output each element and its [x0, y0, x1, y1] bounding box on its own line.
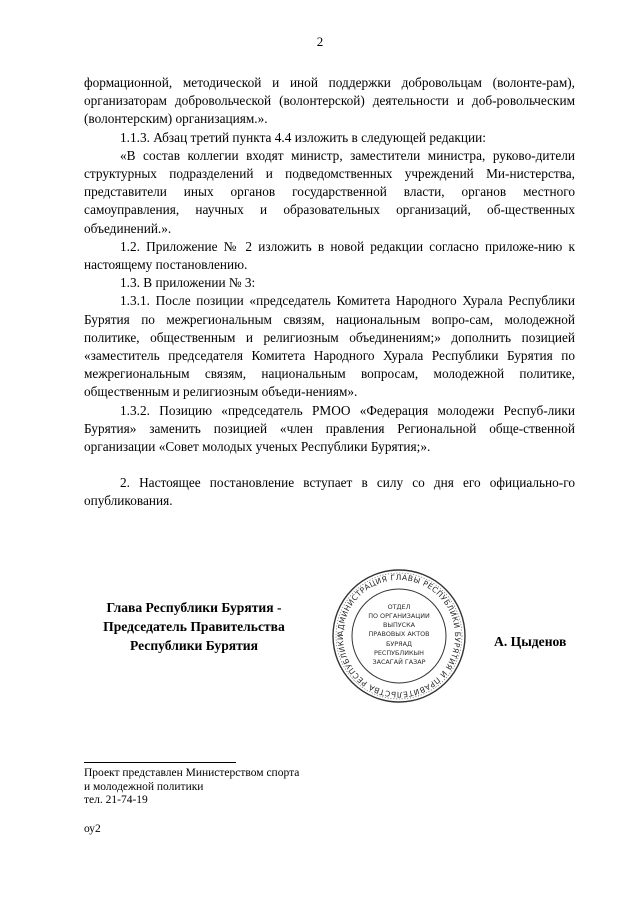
paragraph: 1.3. В приложении № 3: [120, 275, 256, 291]
footnote-line: и молодежной политики [84, 780, 204, 793]
paragraph: 1.3.2. Позицию «председатель РМОО «Федерация молодежи Респуб-лики Бурятия» заменить позицией «член правления Региональной обще-ственной организации «Совет молодых ученых Республики Бурятия;». [84, 402, 575, 455]
document-code: оу2 [84, 823, 101, 835]
signatory-title [84, 598, 304, 655]
seal-line: ПО ОРГАНИЗАЦИИ [368, 612, 430, 620]
paragraph: 1.2. Приложение № 2 изложить в новой редакции согласно приложе-нию к настоящему постановлению. [84, 238, 575, 273]
footnote-divider [84, 762, 236, 763]
seal-line: ЗАСАГАЙ ГАЗАР [372, 658, 426, 666]
page-number: 2 [316, 34, 324, 49]
seal-line: БУРЯАД [386, 640, 412, 648]
seal-line: РЕСПУБЛИКЫН [373, 649, 425, 657]
signatory-title-line: Республики Бурятия [129, 638, 258, 653]
footnote-line: Проект представлен Министерством спорта [84, 767, 300, 779]
paragraph: «В состав коллегии входят министр, заместители министра, руково-дители структурных подразделений и подведомственных учреждений Ми-нистерства, представители иных органов государственной власти, органов местного самоуправления, научных и образовательных организаций, об-щественных объединений.». [84, 147, 575, 236]
footnote-line: тел. 21-74-19 [84, 794, 148, 806]
document-body [84, 74, 575, 511]
signatory-name: А. Цыденов [494, 634, 567, 649]
seal-line: ВЫПУСКА [382, 621, 416, 629]
paragraph: 1.3.1. После позиции «председатель Комитета Народного Хурала Республики Бурятия по межрегиональным связям, национальным вопро-сам, молодежной политике, общественным и религиозным объединениям;» дополнить позицией «заместитель председателя Комитета Народного Хурала Республики Бурятия по межрегиональным связям, национальным вопросам, молодежной политике, общественным и религиозным объеди-нениям». [84, 293, 575, 400]
seal-ring-text: АДМИНИСТРАЦИЯ ГЛАВЫ РЕСПУБЛИКИ БУРЯТИЯ И ПРАВИТЕЛЬСТВА РЕСПУБЛИКИ [335, 572, 463, 700]
official-seal [330, 567, 468, 705]
paragraph: 1.1.3. Абзац третий пункта 4.4 изложить в следующей редакции: [120, 129, 486, 145]
seal-line: ПРАВОВЫХ АКТОВ [368, 630, 430, 638]
paragraph: формационной, методической и иной поддержки добровольцам (волонте-рам), организаторам добровольческой (волонтерской) деятельности и доб-ровольческим (волонтерским) организациям.». [84, 75, 575, 127]
signatory-title-line: Председатель Правительства [103, 619, 285, 634]
signatory-title-line: Глава Республики Бурятия - [106, 600, 282, 615]
seal-line: ОТДЕЛ [387, 603, 411, 611]
footnote [84, 767, 299, 808]
paragraph: 2. Настоящее постановление вступает в силу со дня его официально-го опубликования. [84, 475, 575, 509]
